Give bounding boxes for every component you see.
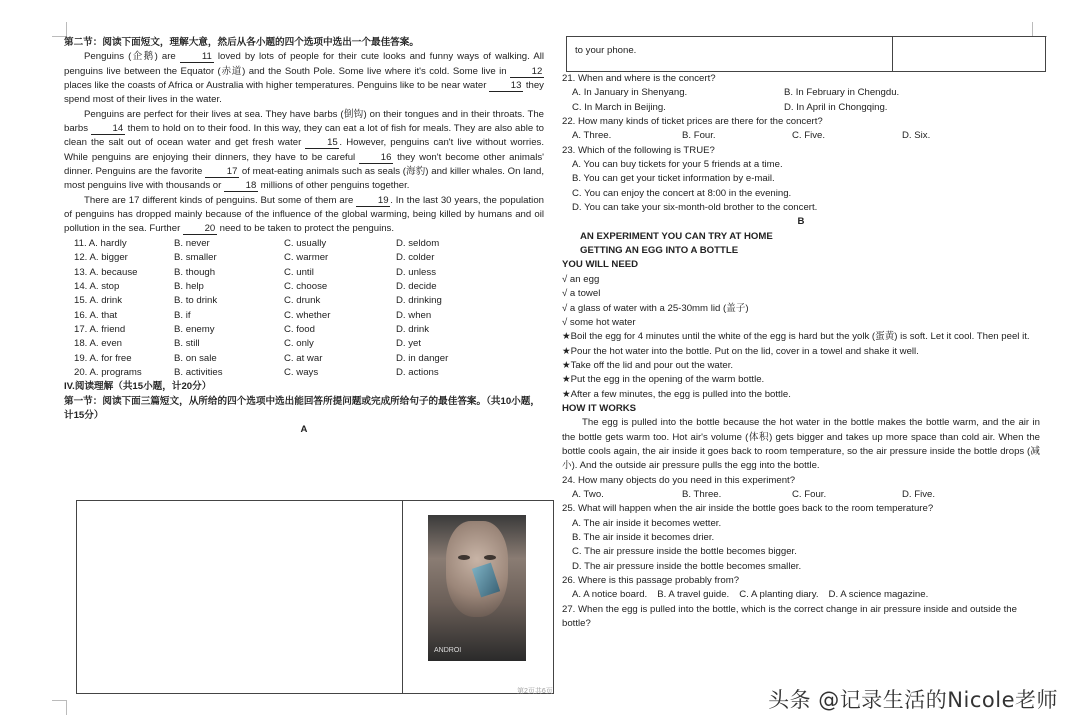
need-item: √ an egg: [562, 273, 600, 285]
need-item: √ a glass of water with a 25-30mm lid (盖子): [562, 302, 749, 314]
option-row: [562, 129, 1040, 143]
cloze-option: 17. A. friend: [74, 323, 126, 335]
crop-mark-top-left: [52, 22, 67, 37]
option: A. Two.: [572, 488, 604, 500]
cloze-option-row: [74, 251, 506, 265]
passage-paragraph: Penguins are perfect for their lives at sea. They have barbs (倒钩) on their tongues and in their throats. The barbs 14 them to hold on to their food. In this way, they can eat a lot of fish for meals. They are also able to clean the salt out of ocean water and get fresh water 15 . However, penguins can't live without worries. While penguins are enjoying their dinners, they have to be careful 16 they won't become other animals' dinner. Penguins are the favorite 17 of meat-eating animals such as seals (海豹) and killer whales. On land, most penguins live with thousands or 18 millions of other penguins together.: [64, 108, 545, 192]
cloze-option: D. drinking: [396, 295, 442, 307]
cloze-option: D. unless: [396, 266, 436, 278]
cloze-option: B. if: [174, 309, 191, 321]
cloze-option: 11. A. hardly: [74, 237, 127, 249]
option: A. A notice board.: [572, 589, 648, 601]
blank-13: 13: [489, 81, 523, 92]
poster-divider: [402, 501, 403, 693]
option: D. A science magazine.: [828, 589, 929, 601]
cloze-option: B. still: [174, 338, 200, 350]
step-item: ★Put the egg in the opening of the warm bottle.: [562, 374, 765, 386]
cloze-option: C. food: [284, 323, 315, 335]
cloze-option: 12. A. bigger: [74, 252, 128, 264]
passage-b-title-1: AN EXPERIMENT YOU CAN TRY AT HOME: [580, 230, 773, 242]
cloze-option: B. help: [174, 280, 204, 292]
cloze-option: C. whether: [284, 309, 331, 321]
option: D. Five.: [902, 488, 936, 500]
cloze-option: B. enemy: [174, 323, 215, 335]
option: B. The air inside it becomes drier.: [572, 532, 715, 543]
cloze-option: 14. A. stop: [74, 280, 120, 292]
steps-list: [562, 330, 1040, 402]
cloze-option: 18. A. even: [74, 338, 123, 350]
cloze-option-row: [74, 366, 506, 380]
option-row: [562, 86, 1040, 100]
option: C. Five.: [792, 130, 826, 142]
cloze-option-row: [74, 266, 506, 280]
passage-a-poster-box: [76, 500, 554, 694]
option: A. The air inside it becomes wetter.: [572, 517, 722, 529]
cloze-option: C. usually: [284, 237, 327, 249]
passage-b-title-2: GETTING AN EGG INTO A BOTTLE: [580, 245, 739, 257]
option-row: [562, 101, 1040, 115]
page-number: 第2页共6页: [517, 688, 553, 695]
step-item: ★After a few minutes, the egg is pulled into the bottle.: [562, 388, 791, 400]
option: A. You can buy tickets for your 5 friends at a time.: [572, 159, 783, 171]
cloze-option-row: [74, 352, 506, 366]
option-row: [562, 588, 1040, 602]
cloze-option: 19. A. for free: [74, 352, 132, 364]
cloze-option-row: [74, 337, 506, 351]
question-stem: 25. What will happen when the air inside the bottle goes back to the room temperature?: [562, 503, 934, 515]
cloze-option: B. though: [174, 266, 216, 278]
cloze-option: D. when: [396, 309, 432, 321]
cloze-option: C. warmer: [284, 252, 329, 264]
cloze-option: D. colder: [396, 252, 435, 264]
table-cell-text: to your phone.: [575, 45, 637, 56]
cloze-option: 13. A. because: [74, 266, 138, 278]
part4-section1-instructions: 第一节：阅读下面三篇短文，从所给的四个选项中选出能回答所提问题或完成所给句子的最佳答案。（共10小题，计15分）: [64, 395, 540, 421]
cloze-option: C. drunk: [284, 295, 321, 307]
blank-16: 16: [359, 153, 393, 164]
need-item: √ some hot water: [562, 316, 636, 328]
option: D. In April in Chongqing.: [784, 101, 888, 113]
cloze-option: D. seldom: [396, 237, 440, 249]
passage-paragraph: Penguins (企鹅) are 11 loved by lots of people for their cute looks and funny ways of walking. All penguins live between the Equator (赤道) and the South Pole. Some live where it's cold. Some live in 12 places like the coasts of Africa or Australia with higher temperatures. Penguins like to be near water 13 they spend most of their lives in the water.: [64, 51, 544, 106]
cloze-option: 20. A. programs: [74, 366, 142, 378]
question-stem: 27. When the egg is pulled into the bottle, which is the correct change in air pressure inside and outside the bottle?: [562, 603, 1017, 630]
option: D. You can take your six-month-old brother to the concert.: [572, 202, 818, 214]
question-stem: 24. How many objects do you need in this experiment?: [562, 474, 796, 486]
option: B. A travel guide.: [657, 589, 730, 601]
option: C. Four.: [792, 488, 827, 500]
crop-mark-top-right: [1032, 22, 1047, 37]
poster-eye-right: [484, 555, 496, 560]
cloze-option: B. never: [174, 237, 210, 249]
option: D. The air pressure inside the bottle becomes smaller.: [572, 560, 802, 572]
blank-18: 18: [224, 181, 258, 192]
needs-list: [562, 273, 1040, 330]
section2-title: 第二节：阅读下面短文，理解大意，然后从各小题的四个选项中选出一个最佳答案。: [64, 37, 419, 48]
passage-a-questions: [562, 72, 1040, 215]
cloze-option: D. decide: [396, 280, 437, 292]
cloze-option: C. at war: [284, 352, 323, 364]
passage-a-table-fragment: [566, 36, 1046, 72]
cloze-option: D. drink: [396, 323, 430, 335]
cloze-option-row: [74, 309, 506, 323]
table-divider: [892, 37, 893, 71]
cloze-option: D. yet: [396, 338, 422, 350]
cloze-option: B. to drink: [174, 295, 218, 307]
left-column: [64, 36, 544, 438]
cloze-option: D. in danger: [396, 352, 449, 364]
need-item: √ a towel: [562, 288, 601, 300]
how-it-works-heading: HOW IT WORKS: [562, 402, 637, 414]
right-column: [562, 72, 1040, 631]
how-it-works-text: The egg is pulled into the bottle because the hot water in the bottle makes the bottle warm, and the air in the bottle gets warm too. Hot air's volume (体积) gets bigger and takes up more space than cold air. When the bottle cools again, the air inside it goes back to room temperature, so the air pressure inside the bottle drops (减小). And the outside air pressure pulls the egg into the bottle.: [562, 417, 1040, 472]
option: B. Four.: [682, 130, 716, 142]
blank-11: 11: [180, 52, 214, 63]
crop-mark-bottom-left: [52, 700, 67, 715]
passage-a-label: A: [300, 424, 308, 436]
option: C. In March in Beijing.: [572, 101, 666, 113]
cloze-option: C. only: [284, 338, 314, 350]
you-will-need-heading: YOU WILL NEED: [562, 259, 639, 271]
blank-20: 20: [183, 224, 217, 235]
passage-paragraph: There are 17 different kinds of penguins. But some of them are 19 . In the last 30 years, the population of penguins has dropped mainly because of the influence of the global warming, being killed by humans and oil pollution in the sea. Further 20 need to be taken to protect the penguins.: [64, 194, 544, 235]
blank-14: 14: [91, 124, 125, 135]
cloze-passage: [64, 50, 544, 236]
poster-eye-left: [458, 555, 470, 560]
poster-caption: ANDROI: [434, 647, 462, 654]
concert-poster-image: [428, 515, 526, 661]
option: B. Three.: [682, 488, 722, 500]
cloze-option-row: [74, 280, 506, 294]
question-stem: 22. How many kinds of ticket prices are there for the concert?: [562, 116, 823, 128]
blank-15: 15: [305, 138, 339, 149]
step-item: ★Pour the hot water into the bottle. Put on the lid, cover in a towel and shake it well.: [562, 345, 919, 357]
question-stem: 23. Which of the following is TRUE?: [562, 144, 715, 156]
step-item: ★Boil the egg for 4 minutes until the white of the egg is hard but the yolk (蛋黄) is soft. Let it cool. Then peel it.: [562, 331, 1030, 343]
option: B. In February in Chengdu.: [784, 87, 900, 99]
cloze-option: C. ways: [284, 366, 319, 378]
option: A. In January in Shenyang.: [572, 87, 688, 99]
option: C. The air pressure inside the bottle becomes bigger.: [572, 546, 797, 558]
cloze-option: B. activities: [174, 366, 223, 378]
option-row: [562, 488, 1040, 502]
cloze-option: C. until: [284, 266, 314, 278]
question-stem: 26. Where is this passage probably from?: [562, 575, 740, 587]
question-stem: 21. When and where is the concert?: [562, 73, 716, 84]
option: A. Three.: [572, 130, 612, 142]
cloze-option: B. on sale: [174, 352, 217, 364]
watermark: 头条 @记录生活的Nicole老师: [768, 688, 1058, 712]
cloze-option-row: [74, 237, 506, 251]
blank-17: 17: [205, 167, 239, 178]
cloze-option: D. actions: [396, 366, 439, 378]
cloze-option: 16. A. that: [74, 309, 118, 321]
cloze-options-table: [74, 237, 506, 380]
step-item: ★Take off the lid and pour out the water.: [562, 359, 734, 371]
blank-12: 12: [510, 67, 544, 78]
cloze-option: B. smaller: [174, 252, 217, 264]
passage-b-label: B: [797, 216, 805, 228]
option: D. Six.: [902, 130, 931, 142]
part4-title: IV.阅读理解（共15小题，计20分）: [64, 381, 212, 393]
option: C. A planting diary.: [739, 589, 819, 601]
passage-b-questions: [562, 474, 1040, 632]
cloze-option: 15. A. drink: [74, 295, 122, 307]
option: B. You can get your ticket information by e-mail.: [572, 173, 775, 185]
blank-19: 19: [356, 196, 390, 207]
cloze-option: C. choose: [284, 280, 328, 292]
cloze-option-row: [74, 294, 506, 308]
cloze-option-row: [74, 323, 506, 337]
option: C. You can enjoy the concert at 8:00 in the evening.: [572, 187, 792, 199]
